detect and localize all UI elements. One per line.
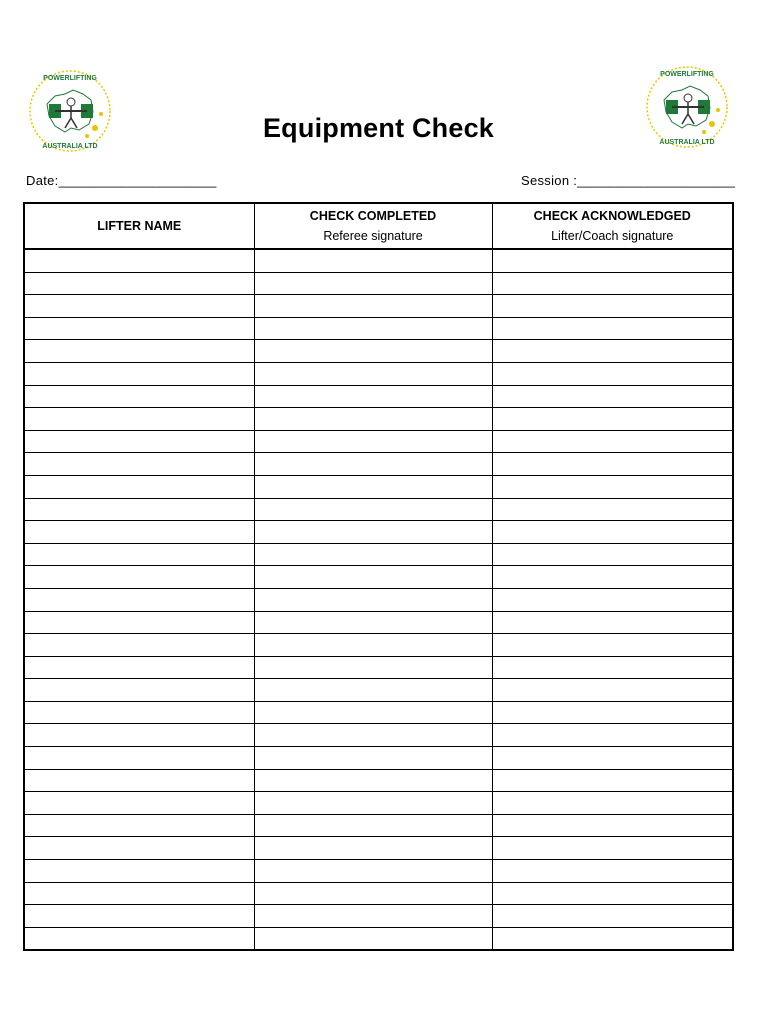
lifter-name-cell[interactable] <box>24 882 254 905</box>
lifter-name-cell[interactable] <box>24 905 254 928</box>
referee-signature-cell[interactable] <box>254 837 492 860</box>
table-row <box>24 837 733 860</box>
referee-signature-cell[interactable] <box>254 272 492 295</box>
table-row <box>24 860 733 883</box>
lifter-name-cell[interactable] <box>24 588 254 611</box>
lifter-coach-signature-cell[interactable] <box>492 747 733 770</box>
lifter-name-cell[interactable] <box>24 453 254 476</box>
table-row <box>24 295 733 318</box>
table-row <box>24 543 733 566</box>
referee-signature-cell[interactable] <box>254 882 492 905</box>
table-row <box>24 340 733 363</box>
lifter-coach-signature-cell[interactable] <box>492 453 733 476</box>
column-title: CHECK ACKNOWLEDGED <box>533 209 691 223</box>
column-subtitle: Lifter/Coach signature <box>551 229 674 243</box>
referee-signature-cell[interactable] <box>254 905 492 928</box>
lifter-name-cell[interactable] <box>24 543 254 566</box>
table-row <box>24 588 733 611</box>
session-field: Session :_____________________ <box>521 173 736 188</box>
table-row <box>24 272 733 295</box>
lifter-coach-signature-cell[interactable] <box>492 566 733 589</box>
table-row <box>24 701 733 724</box>
referee-signature-cell[interactable] <box>254 860 492 883</box>
lifter-name-cell[interactable] <box>24 611 254 634</box>
referee-signature-cell[interactable] <box>254 679 492 702</box>
table-body <box>24 249 733 950</box>
lifter-coach-signature-cell[interactable] <box>492 588 733 611</box>
lifter-name-cell[interactable] <box>24 769 254 792</box>
lifter-coach-signature-cell[interactable] <box>492 498 733 521</box>
lifter-coach-signature-cell[interactable] <box>492 317 733 340</box>
svg-text:POWERLIFTING: POWERLIFTING <box>660 71 714 78</box>
lifter-name-cell[interactable] <box>24 814 254 837</box>
lifter-name-cell[interactable] <box>24 634 254 657</box>
table-row <box>24 679 733 702</box>
table-row <box>24 882 733 905</box>
referee-signature-cell[interactable] <box>254 543 492 566</box>
svg-text:AUSTRALIA LTD: AUSTRALIA LTD <box>42 143 98 150</box>
lifter-coach-signature-cell[interactable] <box>492 611 733 634</box>
lifter-coach-signature-cell[interactable] <box>492 927 733 950</box>
lifter-name-cell[interactable] <box>24 701 254 724</box>
table-row <box>24 453 733 476</box>
referee-signature-cell[interactable] <box>254 498 492 521</box>
table-header-row <box>24 203 733 249</box>
referee-signature-cell[interactable] <box>254 249 492 272</box>
referee-signature-cell[interactable] <box>254 724 492 747</box>
lifter-name-cell[interactable] <box>24 837 254 860</box>
table-row <box>24 475 733 498</box>
table-row <box>24 769 733 792</box>
table-row <box>24 249 733 272</box>
lifter-coach-signature-cell[interactable] <box>492 430 733 453</box>
lifter-name-cell[interactable] <box>24 317 254 340</box>
referee-signature-cell[interactable] <box>254 566 492 589</box>
lifter-name-cell[interactable] <box>24 340 254 363</box>
lifter-coach-signature-cell[interactable] <box>492 905 733 928</box>
lifter-name-cell[interactable] <box>24 408 254 431</box>
lifter-name-cell[interactable] <box>24 475 254 498</box>
svg-text:POWERLIFTING: POWERLIFTING <box>43 75 97 82</box>
lifter-coach-signature-cell[interactable] <box>492 724 733 747</box>
lifter-coach-signature-cell[interactable] <box>492 362 733 385</box>
column-title: LIFTER NAME <box>97 219 182 233</box>
lifter-coach-signature-cell[interactable] <box>492 837 733 860</box>
lifter-coach-signature-cell[interactable] <box>492 814 733 837</box>
table-row <box>24 905 733 928</box>
table-row <box>24 521 733 544</box>
lifter-name-cell[interactable] <box>24 272 254 295</box>
table-row <box>24 498 733 521</box>
referee-signature-cell[interactable] <box>254 701 492 724</box>
lifter-name-cell[interactable] <box>24 656 254 679</box>
lifter-coach-signature-cell[interactable] <box>492 408 733 431</box>
column-header-lifter-name <box>24 203 254 249</box>
referee-signature-cell[interactable] <box>254 769 492 792</box>
lifter-name-cell[interactable] <box>24 430 254 453</box>
lifter-name-cell[interactable] <box>24 566 254 589</box>
lifter-name-cell[interactable] <box>24 362 254 385</box>
lifter-coach-signature-cell[interactable] <box>492 475 733 498</box>
referee-signature-cell[interactable] <box>254 453 492 476</box>
lifter-coach-signature-cell[interactable] <box>492 295 733 318</box>
table-row <box>24 724 733 747</box>
lifter-coach-signature-cell[interactable] <box>492 882 733 905</box>
referee-signature-cell[interactable] <box>254 792 492 815</box>
table-row <box>24 408 733 431</box>
referee-signature-cell[interactable] <box>254 747 492 770</box>
table-row <box>24 362 733 385</box>
referee-signature-cell[interactable] <box>254 611 492 634</box>
column-subtitle: Referee signature <box>323 229 423 243</box>
date-field: Date:_____________________ <box>26 173 217 188</box>
table-row <box>24 814 733 837</box>
lifter-name-cell[interactable] <box>24 792 254 815</box>
lifter-coach-signature-cell[interactable] <box>492 272 733 295</box>
referee-signature-cell[interactable] <box>254 475 492 498</box>
referee-signature-cell[interactable] <box>254 656 492 679</box>
lifter-name-cell[interactable] <box>24 927 254 950</box>
page-title: Equipment Check <box>262 113 495 143</box>
table-row <box>24 566 733 589</box>
table-row <box>24 317 733 340</box>
column-title: CHECK COMPLETED <box>309 209 437 223</box>
column-header-check-acknowledged <box>492 203 733 249</box>
referee-signature-cell[interactable] <box>254 340 492 363</box>
lifter-coach-signature-cell[interactable] <box>492 634 733 657</box>
lifter-coach-signature-cell[interactable] <box>492 656 733 679</box>
table-row <box>24 927 733 950</box>
lifter-coach-signature-cell[interactable] <box>492 385 733 408</box>
lifter-coach-signature-cell[interactable] <box>492 340 733 363</box>
referee-signature-cell[interactable] <box>254 385 492 408</box>
lifter-name-cell[interactable] <box>24 860 254 883</box>
lifter-coach-signature-cell[interactable] <box>492 701 733 724</box>
table-row <box>24 430 733 453</box>
lifter-coach-signature-cell[interactable] <box>492 679 733 702</box>
lifter-name-cell[interactable] <box>24 724 254 747</box>
referee-signature-cell[interactable] <box>254 295 492 318</box>
referee-signature-cell[interactable] <box>254 408 492 431</box>
table-row <box>24 792 733 815</box>
lifter-name-cell[interactable] <box>24 521 254 544</box>
table-row <box>24 747 733 770</box>
lifter-name-cell[interactable] <box>24 249 254 272</box>
equipment-check-table <box>23 202 734 951</box>
lifter-coach-signature-cell[interactable] <box>492 792 733 815</box>
table-row <box>24 634 733 657</box>
referee-signature-cell[interactable] <box>254 634 492 657</box>
lifter-coach-signature-cell[interactable] <box>492 249 733 272</box>
lifter-coach-signature-cell[interactable] <box>492 769 733 792</box>
lifter-name-cell[interactable] <box>24 747 254 770</box>
referee-signature-cell[interactable] <box>254 430 492 453</box>
lifter-name-cell[interactable] <box>24 679 254 702</box>
lifter-name-cell[interactable] <box>24 498 254 521</box>
lifter-coach-signature-cell[interactable] <box>492 543 733 566</box>
referee-signature-cell[interactable] <box>254 814 492 837</box>
referee-signature-cell[interactable] <box>254 317 492 340</box>
referee-signature-cell[interactable] <box>254 588 492 611</box>
column-header-check-completed <box>254 203 492 249</box>
lifter-coach-signature-cell[interactable] <box>492 860 733 883</box>
referee-signature-cell[interactable] <box>254 927 492 950</box>
lifter-name-cell[interactable] <box>24 385 254 408</box>
lifter-name-cell[interactable] <box>24 295 254 318</box>
referee-signature-cell[interactable] <box>254 362 492 385</box>
table-row <box>24 656 733 679</box>
referee-signature-cell[interactable] <box>254 521 492 544</box>
lifter-coach-signature-cell[interactable] <box>492 521 733 544</box>
table-row <box>24 611 733 634</box>
svg-text:AUSTRALIA LTD: AUSTRALIA LTD <box>659 139 715 146</box>
table-row <box>24 385 733 408</box>
